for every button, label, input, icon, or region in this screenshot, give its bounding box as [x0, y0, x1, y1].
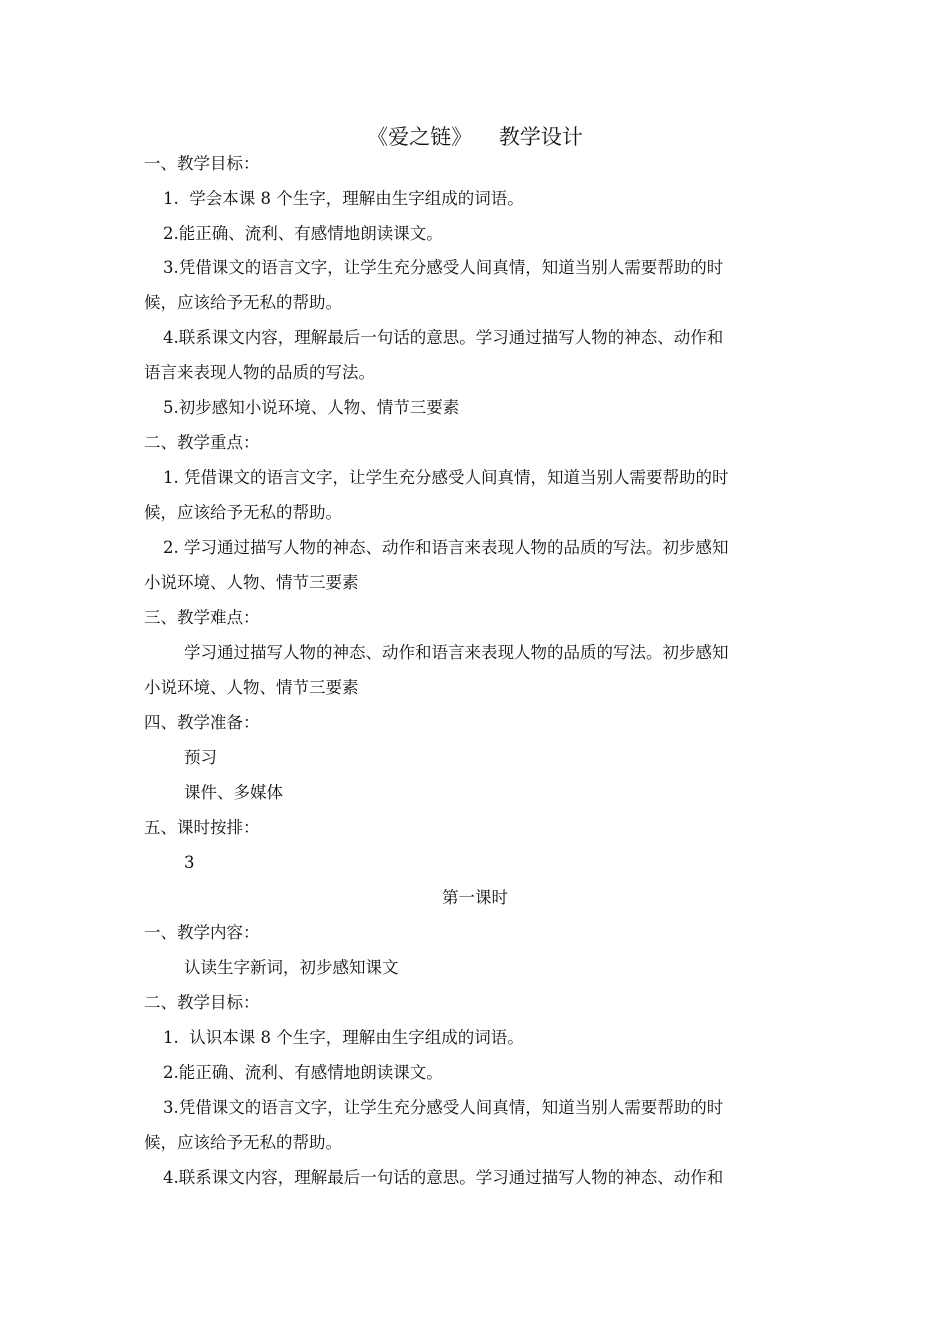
objective-item: 2.能正确、流利、有感情地朗读课文。 [163, 224, 443, 243]
lesson-objective-item-continued: 候，应该给予无私的帮助。 [144, 1133, 342, 1152]
section-heading-key-points: 二、教学重点： [144, 433, 260, 452]
section-heading-content: 一、教学内容： [144, 923, 260, 942]
objective-item: 3.凭借课文的语言文字，让学生充分感受人间真情，知道当别人需要帮助的时 [163, 258, 724, 277]
objective-item-continued: 语言来表现人物的品质的写法。 [144, 363, 375, 382]
objective-item-continued: 候，应该给予无私的帮助。 [144, 293, 342, 312]
preparation-item: 预习 [184, 748, 217, 767]
section-heading-objectives: 一、教学目标： [144, 154, 260, 173]
lesson-objective-item: 3.凭借课文的语言文字，让学生充分感受人间真情，知道当别人需要帮助的时 [163, 1098, 724, 1117]
key-point-item: 2. 学习通过描写人物的神态、动作和语言来表现人物的品质的写法。初步感知 [163, 538, 729, 557]
lesson-objective-item: 2.能正确、流利、有感情地朗读课文。 [163, 1063, 443, 1082]
section-heading-difficulties: 三、教学难点： [144, 608, 260, 627]
difficulty-text: 学习通过描写人物的神态、动作和语言来表现人物的品质的写法。初步感知 [184, 643, 729, 662]
lesson-objective-item: 1. 认识本课 8 个生字，理解由生字组成的词语。 [163, 1028, 524, 1047]
content-text: 认读生字新词，初步感知课文 [184, 958, 399, 977]
objective-item: 1. 学会本课 8 个生字，理解由生字组成的词语。 [163, 189, 524, 208]
key-point-item-continued: 候，应该给予无私的帮助。 [144, 503, 342, 522]
difficulty-text-continued: 小说环境、人物、情节三要素 [144, 678, 359, 697]
section-heading-lesson-objectives: 二、教学目标： [144, 993, 260, 1012]
section-heading-preparation: 四、教学准备： [144, 713, 260, 732]
key-point-item: 1. 凭借课文的语言文字，让学生充分感受人间真情，知道当别人需要帮助的时 [163, 468, 729, 487]
lesson-objective-item: 4.联系课文内容，理解最后一句话的意思。学习通过描写人物的神态、动作和 [163, 1168, 724, 1187]
preparation-item: 课件、多媒体 [184, 783, 283, 802]
key-point-item-continued: 小说环境、人物、情节三要素 [144, 573, 359, 592]
section-heading-schedule: 五、课时按排： [144, 818, 260, 837]
objective-item: 5.初步感知小说环境、人物、情节三要素 [163, 398, 460, 417]
lesson-heading: 第一课时 [442, 888, 508, 907]
objective-item: 4.联系课文内容，理解最后一句话的意思。学习通过描写人物的神态、动作和 [163, 328, 724, 347]
document-title: 《爱之链》 教学设计 [367, 125, 583, 149]
schedule-value: 3 [184, 853, 195, 872]
